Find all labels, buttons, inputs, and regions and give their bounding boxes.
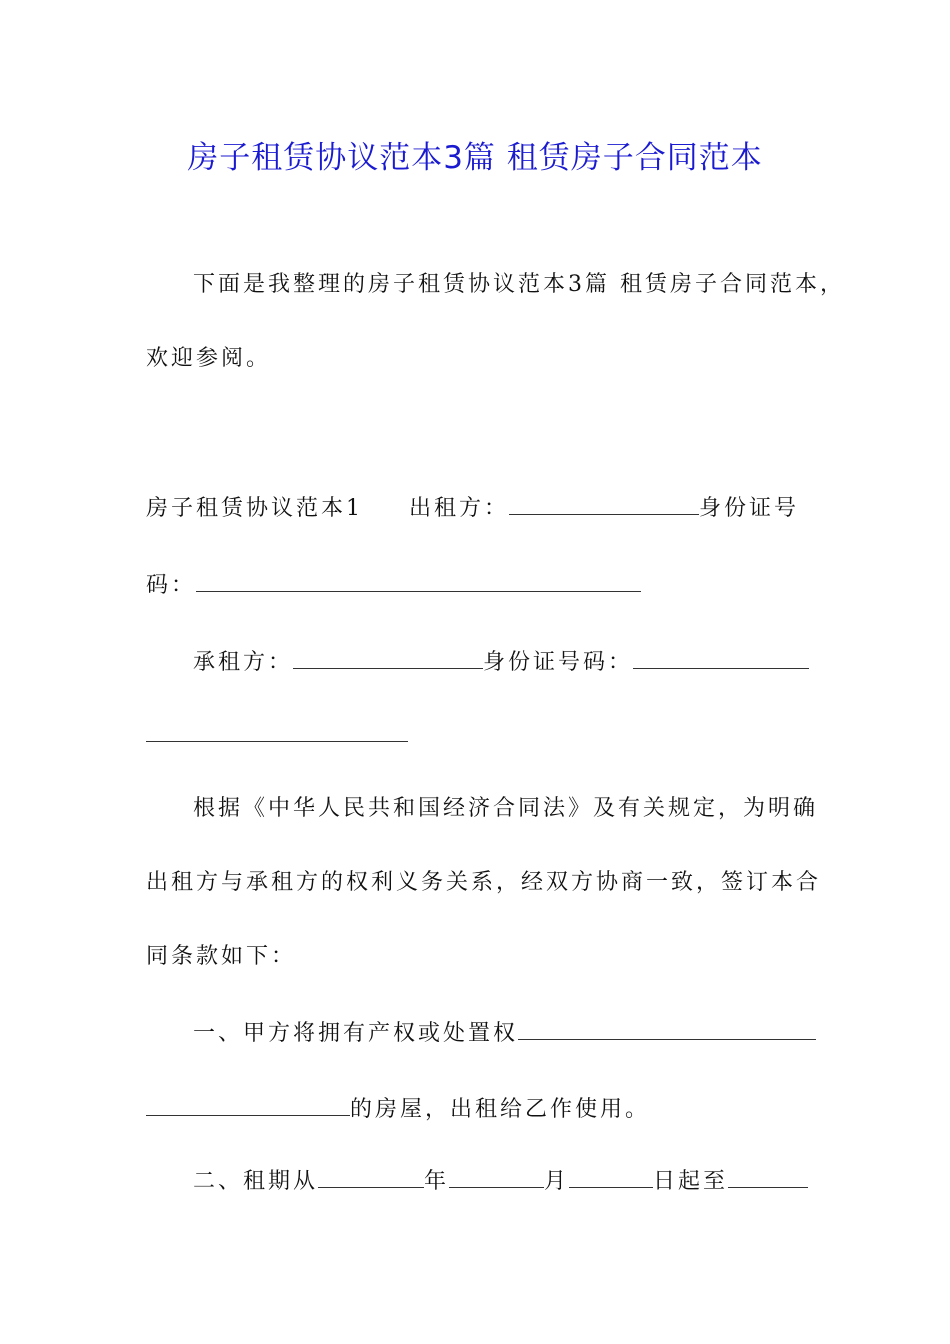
day-from-label: 日起至: [653, 1169, 729, 1194]
lessee-line: [193, 647, 809, 678]
basis-paragraph-line-3: 同条款如下：: [146, 944, 297, 969]
clause-2-line: [193, 1166, 808, 1197]
section1-heading: 房子租赁协议范本1: [146, 496, 363, 521]
basis-paragraph-line-2: 出租方与承租方的权利义务关系，经双方协商一致，签订本合: [146, 870, 822, 895]
document-title: 房子租赁协议范本3篇 租赁房子合同范本: [187, 140, 763, 176]
year-label: 年: [424, 1169, 450, 1194]
intro-paragraph-line-2: 欢迎参阅。: [146, 346, 272, 371]
clause-1-suffix: 的房屋，出租给乙作使用。: [350, 1097, 651, 1122]
lessor-name-blank: [509, 493, 699, 515]
lessor-id-blank: [196, 570, 641, 592]
lessee-id-blank-cont: [146, 720, 408, 742]
start-month-blank: [449, 1166, 544, 1188]
end-date-blank: [728, 1166, 808, 1188]
intro-paragraph-line-1: 下面是我整理的房子租赁协议范本3篇 租赁房子合同范本，: [193, 272, 845, 297]
clause-1-line-1: [193, 1018, 816, 1049]
basis-paragraph-line-1: 根据《中华人民共和国经济合同法》及有关规定，为明确: [193, 796, 819, 821]
lessee-id-label: 身份证号码：: [483, 650, 634, 675]
start-day-blank: [569, 1166, 653, 1188]
lessor-label: 出租方：: [409, 496, 510, 521]
lessor-line: [146, 493, 799, 524]
clause-2-prefix: 二、租期从: [193, 1169, 319, 1194]
property-blank-cont: [146, 1094, 350, 1116]
lessor-id-label-cont: 码：: [146, 573, 197, 598]
property-blank: [518, 1018, 816, 1040]
clause-1-line-2: [146, 1094, 650, 1125]
lessee-label: 承租方：: [193, 650, 294, 675]
start-year-blank: [318, 1166, 424, 1188]
lessor-id-label: 身份证号: [699, 496, 800, 521]
lessor-id-line: [146, 570, 641, 601]
lessee-id-blank: [633, 647, 809, 669]
month-label: 月: [544, 1169, 570, 1194]
lessee-id-continuation-line: [146, 720, 408, 751]
lessee-name-blank: [293, 647, 483, 669]
clause-1-prefix: 一、甲方将拥有产权或处置权: [193, 1021, 519, 1046]
